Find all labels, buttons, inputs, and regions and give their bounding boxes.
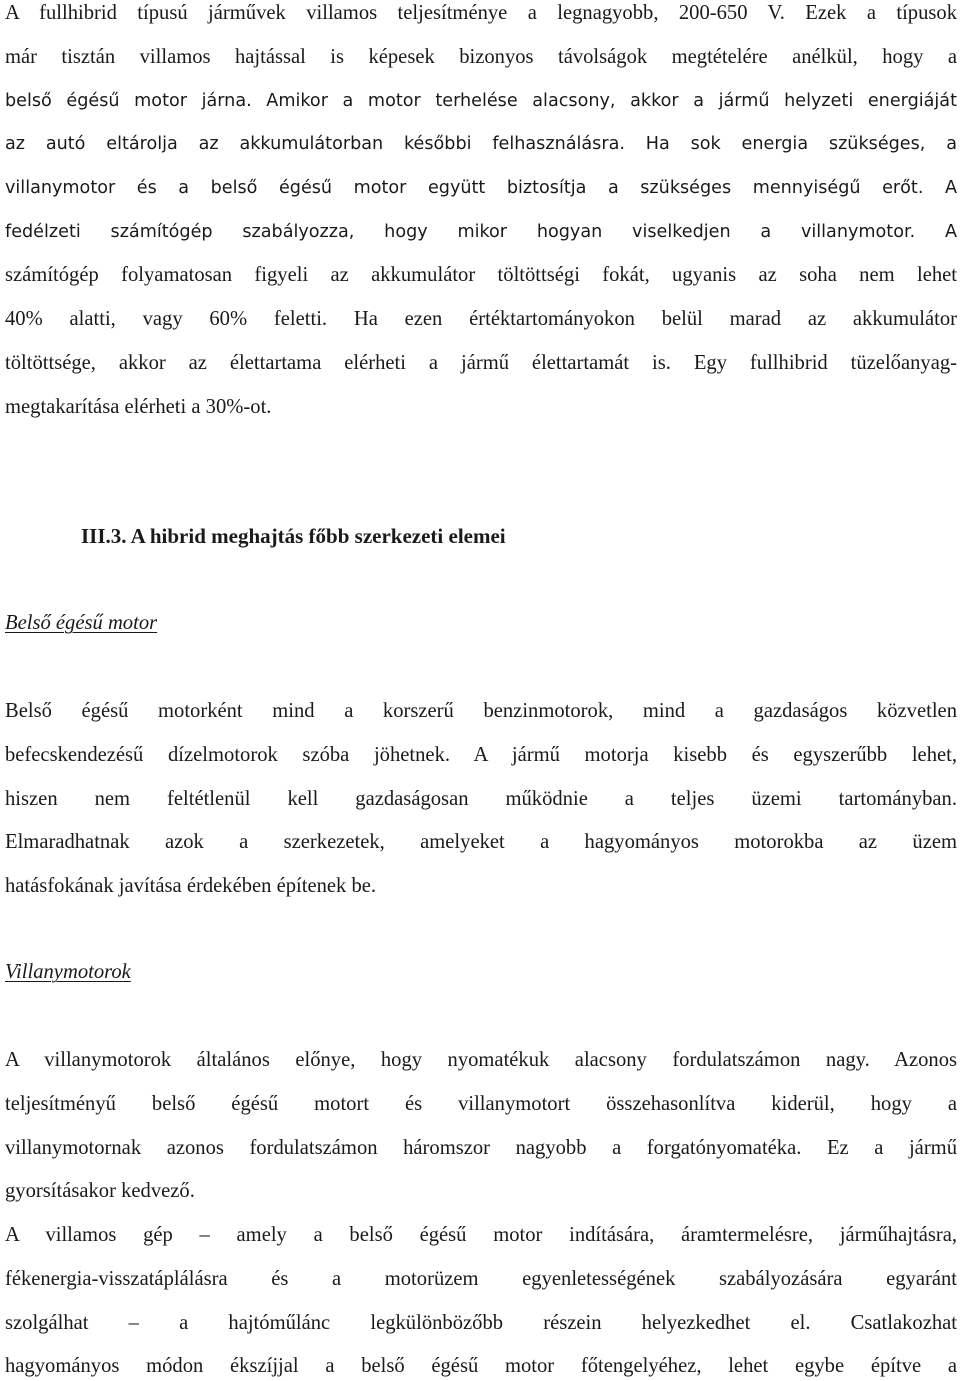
paragraph-line: befecskendezésű dízelmotorok szóba jöhetnek. A jármű motorja kisebb és egyszerűbb lehet, — [5, 744, 957, 766]
paragraph-line: fékenergia-visszatáplálásra és a motorüzem egyenletességének szabályozására egyaránt — [5, 1268, 957, 1290]
section-heading: III.3. A hibrid meghajtás főbb szerkezeti elemei — [81, 524, 506, 548]
paragraph-line: A villanymotorok általános előnye, hogy nyomatékuk alacsony fordulatszámon nagy. Azonos — [5, 1049, 957, 1071]
paragraph-line: A villamos gép – amely a belső égésű motor indítására, áramtermelésre, járműhajtásra, — [5, 1224, 957, 1246]
paragraph-line: hatásfokának javítása érdekében építenek be. — [5, 875, 377, 897]
paragraph-line: 40% alatti, vagy 60% feletti. Ha ezen értéktartományokon belül marad az akkumulátor — [5, 308, 957, 330]
paragraph-line: fedélzeti számítógép szabályozza, hogy mikor hogyan viselkedjen a villanymotor. A — [5, 222, 957, 242]
paragraph-line: hiszen nem feltétlenül kell gazdaságosan működnie a teljes üzemi tartományban. — [5, 788, 957, 810]
subsection-title: Villanymotorok — [5, 961, 131, 983]
paragraph-line: szolgálhat – a hajtóműlánc legkülönbözőbb részein helyezkedhet el. Csatlakozhat — [5, 1312, 957, 1334]
paragraph-line: hagyományos módon ékszíjjal a belső égésű motor főtengelyéhez, lehet egybe építve a — [5, 1355, 957, 1377]
paragraph-line: villanymotor és a belső égésű motor együtt biztosítja a szükséges mennyiségű erőt. A — [5, 178, 957, 198]
paragraph-line: teljesítményű belső égésű motort és villanymotort összehasonlítva kiderül, hogy a — [5, 1093, 957, 1115]
paragraph-line: gyorsításakor kedvező. — [5, 1180, 195, 1202]
paragraph-line: megtakarítása elérheti a 30%-ot. — [5, 396, 272, 418]
paragraph-line: villanymotornak azonos fordulatszámon háromszor nagyobb a forgatónyomatéka. Ez a jármű — [5, 1137, 957, 1159]
paragraph-line: számítógép folyamatosan figyeli az akkumulátor töltöttségi fokát, ugyanis az soha nem lehet — [5, 264, 957, 286]
paragraph-line: az autó eltárolja az akkumulátorban későbbi felhasználásra. Ha sok energia szükséges, a — [5, 134, 957, 154]
paragraph-line: A fullhibrid típusú járművek villamos teljesítménye a legnagyobb, 200-650 V. Ezek a típusok — [5, 2, 957, 24]
subsection-title: Belső égésű motor — [5, 612, 158, 634]
paragraph-line: Belső égésű motorként mind a korszerű benzinmotorok, mind a gazdaságos közvetlen — [5, 700, 957, 722]
paragraph-line: Elmaradhatnak azok a szerkezetek, amelyeket a hagyományos motorokba az üzem — [5, 831, 957, 853]
paragraph-line: már tisztán villamos hajtással is képesek bizonyos távolságok megtételére anélkül, hogy a — [5, 46, 957, 68]
paragraph-line: töltöttsége, akkor az élettartama elérheti a jármű élettartamát is. Egy fullhibrid tüzelőanyag- — [5, 352, 957, 374]
paragraph-line: belső égésű motor járna. Amikor a motor terhelése alacsony, akkor a jármű helyzeti energiáját — [5, 91, 957, 111]
